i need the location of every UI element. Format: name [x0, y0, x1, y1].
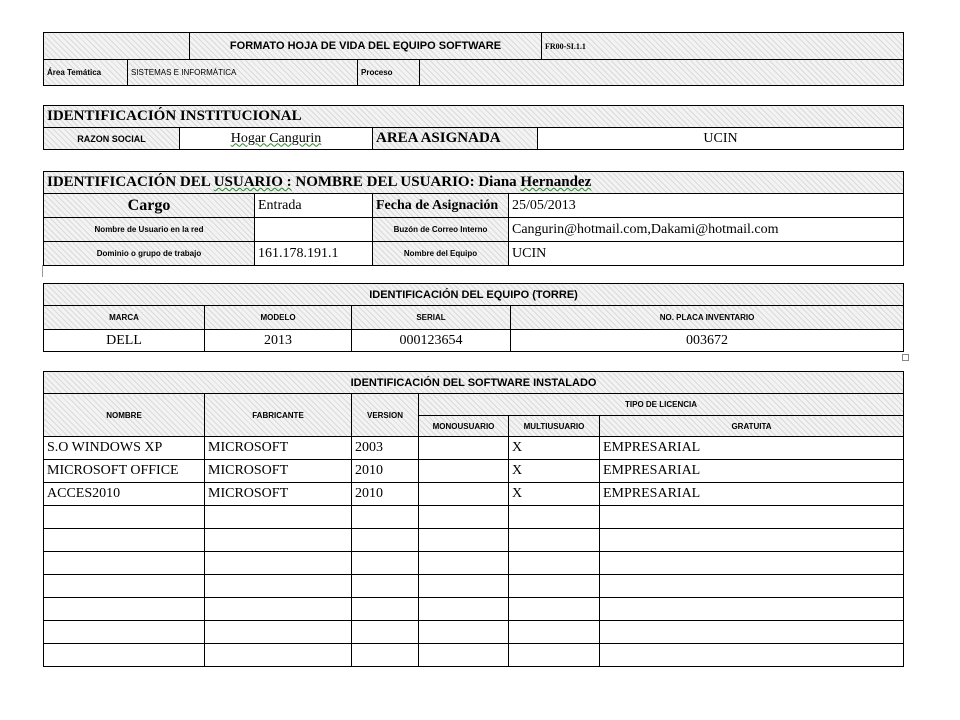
cell-gratuita — [600, 575, 904, 598]
cell-monousuario — [419, 575, 509, 598]
buzon-correo-label: Buzón de Correo Interno — [373, 218, 509, 242]
institucional-heading: IDENTIFICACIÓN INSTITUCIONAL — [44, 106, 904, 128]
cell-version — [352, 575, 419, 598]
razon-social-text: Hogar Cangurin — [230, 130, 322, 146]
cell-gratuita — [600, 552, 904, 575]
usuario-table — [43, 171, 904, 266]
cell-monousuario — [419, 506, 509, 529]
table-row — [44, 460, 904, 483]
cell-nombre — [44, 598, 205, 621]
cell-multiusuario: X — [509, 460, 600, 483]
document-title: FORMATO HOJA DE VIDA DEL EQUIPO SOFTWARE — [190, 33, 542, 60]
cell-monousuario — [419, 621, 509, 644]
cell-fabricante — [205, 598, 352, 621]
cell-monousuario — [419, 437, 509, 460]
cell-nombre — [44, 575, 205, 598]
cell-fabricante — [205, 552, 352, 575]
usuario-heading-a: IDENTIFICACIÓN DEL — [47, 174, 214, 190]
proceso-value — [420, 60, 904, 86]
cell-monousuario — [419, 552, 509, 575]
cell-monousuario — [419, 483, 509, 506]
usuario-heading-d: Hernandez — [520, 174, 592, 190]
resize-handle[interactable] — [902, 354, 909, 361]
area-tematica-value: SISTEMAS E INFORMÁTICA — [128, 60, 358, 86]
usuario-heading-c: NOMBRE DEL USUARIO: Diana — [291, 174, 521, 190]
cell-fabricante: MICROSOFT — [205, 483, 352, 506]
table-row — [44, 552, 904, 575]
table-row — [44, 621, 904, 644]
nombre-header: NOMBRE — [44, 394, 205, 437]
cell-version: 2010 — [352, 460, 419, 483]
nombre-equipo-value: UCIN — [509, 242, 904, 266]
cell-monousuario — [419, 529, 509, 552]
cell-gratuita: EMPRESARIAL — [600, 437, 904, 460]
equipo-table — [43, 283, 904, 352]
cell-version: 2010 — [352, 483, 419, 506]
cell-nombre: S.O WINDOWS XP — [44, 437, 205, 460]
cell-multiusuario — [509, 598, 600, 621]
placa-inventario-value: 003672 — [511, 330, 904, 352]
cell-nombre — [44, 529, 205, 552]
buzon-correo-value: Cangurin@hotmail.com,Dakami@hotmail.com — [509, 218, 904, 242]
cell-gratuita — [600, 644, 904, 667]
usuario-heading — [44, 172, 904, 194]
monousuario-header: MONOUSUARIO — [419, 416, 509, 437]
modelo-header: MODELO — [205, 306, 352, 330]
marca-header: MARCA — [44, 306, 205, 330]
multiusuario-header: MULTIUSUARIO — [509, 416, 600, 437]
software-table — [43, 371, 904, 667]
placa-inventario-header: NO. PLACA INVENTARIO — [511, 306, 904, 330]
proceso-label: Proceso — [358, 60, 420, 86]
cell-fabricante — [205, 621, 352, 644]
cell-version — [352, 621, 419, 644]
table-row — [44, 575, 904, 598]
cell-multiusuario — [509, 621, 600, 644]
cell-nombre: MICROSOFT OFFICE — [44, 460, 205, 483]
fabricante-header: FABRICANTE — [205, 394, 352, 437]
cargo-value: Entrada — [255, 194, 373, 218]
dominio-label: Dominio o grupo de trabajo — [44, 242, 255, 266]
area-asignada-label: AREA ASIGNADA — [373, 128, 538, 150]
cell-version — [352, 598, 419, 621]
table-row — [44, 483, 904, 506]
cell-gratuita — [600, 621, 904, 644]
usuario-red-value — [255, 218, 373, 242]
software-heading: IDENTIFICACIÓN DEL SOFTWARE INSTALADO — [44, 372, 904, 394]
cell-multiusuario: X — [509, 483, 600, 506]
marca-value: DELL — [44, 330, 205, 352]
table-row — [44, 437, 904, 460]
software-rows — [44, 437, 904, 667]
cell-gratuita — [600, 506, 904, 529]
cell-version — [352, 529, 419, 552]
cell-gratuita: EMPRESARIAL — [600, 483, 904, 506]
cell-fabricante — [205, 506, 352, 529]
table-row — [44, 506, 904, 529]
cell-multiusuario — [509, 552, 600, 575]
cell-version — [352, 506, 419, 529]
document-code: FR00-SI.1.1 — [542, 33, 904, 60]
table-row — [44, 644, 904, 667]
table-row — [44, 529, 904, 552]
cell-fabricante — [205, 575, 352, 598]
cell-version — [352, 552, 419, 575]
cell-monousuario — [419, 460, 509, 483]
razon-social-value — [180, 128, 373, 150]
cell-nombre: ACCES2010 — [44, 483, 205, 506]
serial-header: SERIAL — [352, 306, 511, 330]
header-blank-cell — [44, 33, 190, 60]
cell-gratuita — [600, 598, 904, 621]
nombre-equipo-label: Nombre del Equipo — [373, 242, 509, 266]
margin-tick — [42, 265, 43, 277]
fecha-asignacion-label: Fecha de Asignación — [373, 194, 509, 218]
area-tematica-label: Área Temática — [44, 60, 128, 86]
razon-social-label: RAZON SOCIAL — [44, 128, 180, 150]
institucional-table — [43, 105, 904, 150]
tipo-licencia-header: TIPO DE LICENCIA — [419, 394, 904, 416]
fecha-asignacion-value: 25/05/2013 — [509, 194, 904, 218]
cell-multiusuario — [509, 644, 600, 667]
version-header: VERSION — [352, 394, 419, 437]
usuario-red-label: Nombre de Usuario en la red — [44, 218, 255, 242]
cell-multiusuario — [509, 506, 600, 529]
modelo-value: 2013 — [205, 330, 352, 352]
cell-version — [352, 644, 419, 667]
area-asignada-value: UCIN — [538, 128, 904, 150]
cell-monousuario — [419, 644, 509, 667]
cell-multiusuario — [509, 575, 600, 598]
cell-multiusuario — [509, 529, 600, 552]
cell-nombre — [44, 506, 205, 529]
cell-nombre — [44, 552, 205, 575]
cell-gratuita: EMPRESARIAL — [600, 460, 904, 483]
cell-fabricante: MICROSOFT — [205, 437, 352, 460]
cell-gratuita — [600, 529, 904, 552]
header-table — [43, 32, 904, 86]
gratuita-header: GRATUITA — [600, 416, 904, 437]
cell-fabricante — [205, 529, 352, 552]
usuario-heading-b: USUARIO : — [213, 174, 292, 190]
cell-fabricante — [205, 644, 352, 667]
cell-nombre — [44, 621, 205, 644]
cell-monousuario — [419, 598, 509, 621]
cell-multiusuario: X — [509, 437, 600, 460]
cell-version: 2003 — [352, 437, 419, 460]
dominio-value: 161.178.191.1 — [255, 242, 373, 266]
equipo-heading: IDENTIFICACIÓN DEL EQUIPO (TORRE) — [44, 284, 904, 306]
cargo-label: Cargo — [44, 194, 255, 218]
table-row — [44, 598, 904, 621]
cell-nombre — [44, 644, 205, 667]
cell-fabricante: MICROSOFT — [205, 460, 352, 483]
serial-value: 000123654 — [352, 330, 511, 352]
